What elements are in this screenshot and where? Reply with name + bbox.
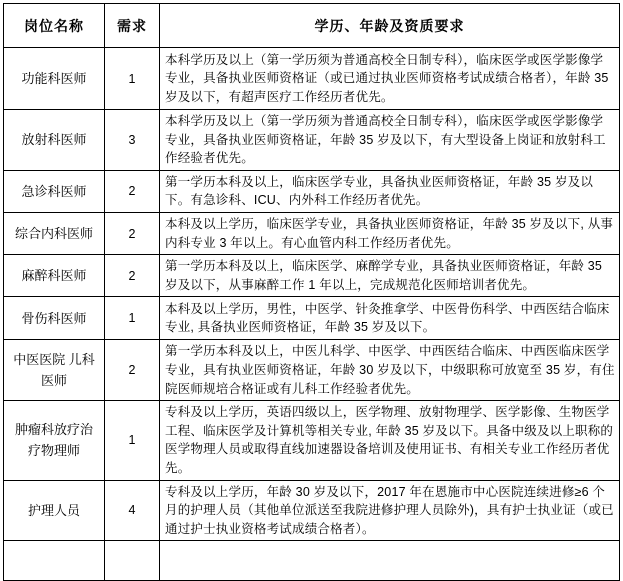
empty-cell: [160, 541, 620, 581]
partial-row: [4, 541, 620, 581]
position-label: 麻醉科医师: [21, 268, 87, 284]
count-value: 2: [128, 226, 136, 241]
requirements-cell: [160, 340, 620, 401]
table-row: [4, 401, 620, 480]
count-value: 4: [128, 503, 136, 518]
requirements-text: 第一学历本科及以上，临床医学专业，具备执业医师资格证，年龄 35 岁及以下。有急诊科、ICU、内外科工作经历者优先。: [165, 174, 594, 208]
count-value: 2: [128, 184, 136, 199]
count-value: 2: [128, 363, 136, 378]
header-position: 岗位名称: [4, 4, 105, 48]
requirements-cell: [160, 212, 620, 254]
position-cell: [4, 170, 105, 212]
header-row: [4, 4, 620, 48]
count-cell: [105, 255, 160, 297]
requirements-text: 本科学历及以上（第一学历须为普通高校全日制专科），临床医学或医学影像学专业，具备执业医师资格证，年龄 35 岁及以下，有大型设备上岗证和放射科工作经验者优先。: [165, 114, 606, 166]
requirements-cell: [160, 401, 620, 480]
table-row: [4, 170, 620, 212]
position-label: 骨伤科医师: [21, 310, 87, 326]
count-value: 3: [128, 132, 136, 147]
table-row: [4, 297, 620, 340]
count-value: 1: [128, 71, 136, 86]
table-row: [4, 480, 620, 541]
position-label: 综合内科医师: [14, 226, 93, 242]
header-requirements: 学历、年龄及资质要求: [160, 4, 620, 48]
count-cell: [105, 340, 160, 401]
count-value: 1: [128, 433, 136, 448]
count-cell: [105, 480, 160, 541]
position-label: 护理人员: [27, 502, 80, 518]
count-cell: [105, 48, 160, 110]
position-label: 功能科医师: [21, 71, 87, 86]
position-cell: [4, 480, 105, 541]
requirements-text: 专科及以上学历，英语四级以上，医学物理、放射物理学、医学影像、生物医学工程、临床医学及计算机等相关专业, 年龄 35 岁及以下。具备中级及以上职称的医学物理人员或取得直线加速器设备培训及使用证书、有相关专业工作经历者优先。: [165, 405, 614, 475]
position-cell: [4, 401, 105, 480]
table-header: [4, 4, 620, 48]
table-row: [4, 48, 620, 110]
position-cell: [4, 212, 105, 254]
count-cell: [105, 170, 160, 212]
table-row: [4, 212, 620, 254]
count-cell: [105, 212, 160, 254]
table-row: [4, 255, 620, 297]
empty-cell: [105, 541, 160, 581]
count-value: 2: [128, 268, 136, 283]
requirements-cell: [160, 255, 620, 297]
count-cell: [105, 110, 160, 171]
requirements-cell: [160, 297, 620, 340]
requirements-text: 本科及以上学历，临床医学专业，具备执业医师资格证，年龄 35 岁及以下, 从事内科专业 3 年以上。有心血管内科工作经历者优先。: [165, 216, 614, 250]
position-cell: [4, 297, 105, 340]
header-count: 需求: [105, 4, 160, 48]
count-cell: [105, 297, 160, 340]
position-label: 中医医院 儿科医师: [13, 352, 95, 389]
table-body: [4, 48, 620, 581]
requirements-cell: [160, 110, 620, 171]
position-cell: [4, 48, 105, 110]
count-value: 1: [128, 311, 136, 326]
requirements-cell: [160, 480, 620, 541]
position-label: 急诊科医师: [21, 183, 87, 199]
position-label: 肿瘤科放疗治疗物理师: [14, 422, 93, 459]
requirements-text: 专科及以上学历，年龄 30 岁及以下，2017 年在恩施市中心医院连续进修≥6 个月的护理人员（其他单位派送至我院进修护理人员除外)，具有护士执业证（或已通过护士执业资格考试成绩合格者）。: [165, 484, 614, 536]
requirements-text: 本科学历及以上（第一学历须为普通高校全日制专科），临床医学或医学影像学专业，具备执业医师资格证（或已通过执业医师资格考试成绩合格者），年龄 35 岁及以下，有超声医疗工作经历者优先。: [165, 52, 609, 104]
count-cell: [105, 401, 160, 480]
requirements-text: 第一学历本科及以上，中医儿科学、中医学、中西医结合临床、中西医临床医学专业，具有执业医师资格证，年龄 30 岁及以下，中级职称可放宽至 35 岁，有住院医师规培合格证或有儿科工作经验者优先。: [165, 344, 615, 396]
position-cell: [4, 255, 105, 297]
requirements-cell: [160, 48, 620, 110]
position-cell: [4, 340, 105, 401]
position-label: 放射科医师: [21, 132, 87, 148]
table-row: [4, 340, 620, 401]
position-cell: [4, 110, 105, 171]
requirements-text: 本科及以上学历，男性，中医学、针灸推拿学、中医骨伤科学、中西医结合临床专业, 具备执业医师资格证，年龄 35 岁及以下。: [165, 301, 610, 335]
requirements-text: 第一学历本科及以上，临床医学、麻醉学专业，具备执业医师资格证，年龄 35 岁及以下，从事麻醉工作 1 年以上，完成规范化医师培训者优先。: [165, 259, 603, 292]
recruitment-table: [3, 3, 620, 581]
empty-cell: [4, 541, 105, 581]
requirements-cell: [160, 170, 620, 212]
table-row: [4, 110, 620, 171]
